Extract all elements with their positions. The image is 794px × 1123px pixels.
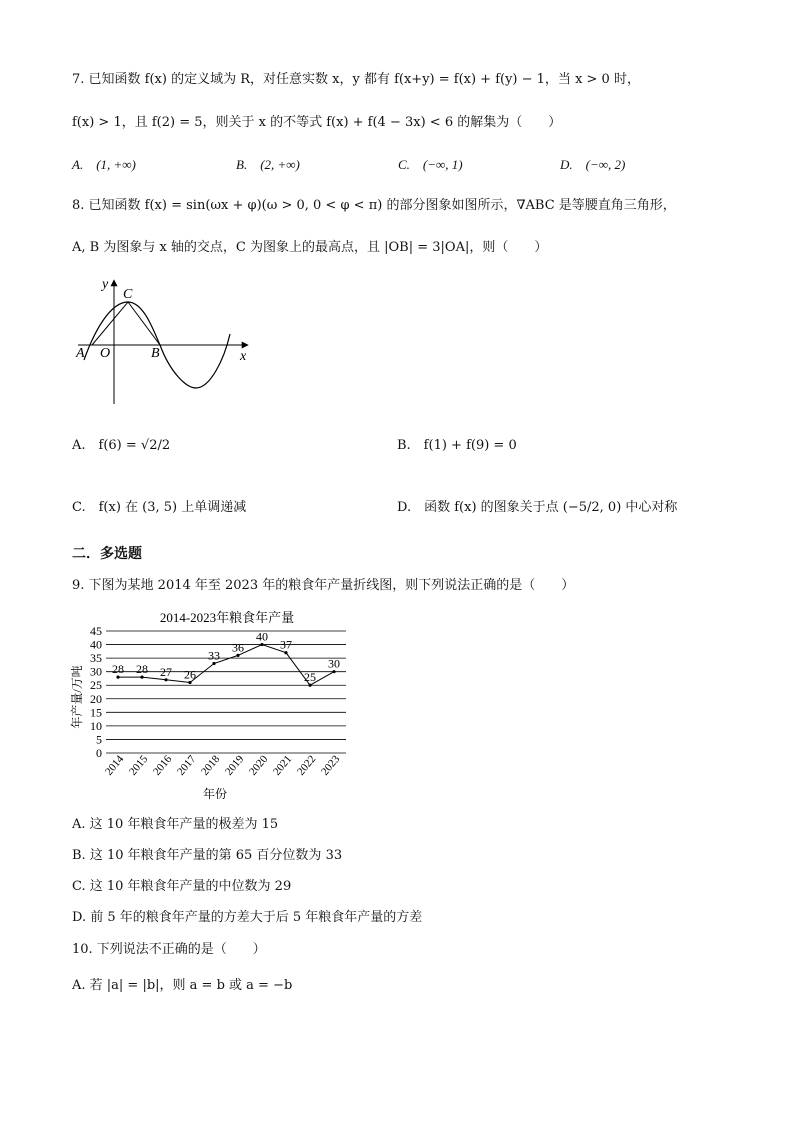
q7-stem-line2: f(x) > 1，且 f(2) = 5，则关于 x 的不等式 f(x) + f(4 − 3x) < 6 的解集为（ ） [72,115,562,130]
label-c: C [123,287,133,302]
q8-sine-graph [70,272,270,412]
y-tick-label: 25 [90,678,102,693]
q10-option-a: A. 若 |a| = |b|，则 a = b 或 a = −b [72,978,293,993]
y-tick-label: 0 [96,746,102,760]
label-o: O [100,346,111,361]
x-tick-label: 2019 [222,753,247,778]
data-label: 36 [232,640,244,655]
label-a: A [76,346,85,361]
label-x: x [240,349,247,364]
q9-stem: 9. 下图为某地 2014 年至 2023 年的粮食年产量折线图，则下列说法正确的是（ ） [72,578,575,593]
label-b: B [151,346,160,361]
data-label: 33 [208,648,220,663]
grain-line-chart [68,605,358,805]
x-tick-label: 2023 [318,753,343,778]
q7-option-d: D. (−∞, 2) [560,157,626,172]
data-label: 28 [112,662,124,677]
x-tick-label: 2020 [246,753,271,778]
y-tick-label: 15 [90,705,102,720]
q7-option-c: C. (−∞, 1) [398,157,463,172]
y-tick-label: 45 [90,624,102,638]
x-tick-label: 2016 [150,753,175,778]
x-tick-label: 2014 [102,753,127,778]
data-label: 40 [256,629,268,644]
data-label: 26 [184,667,196,682]
q9-option-c: C. 这 10 年粮食年产量的中位数为 29 [72,879,292,894]
section-title: 二．多选题 [72,546,142,562]
x-tick-label: 2017 [174,753,199,778]
q8-option-b: B. f(1) + f(9) = 0 [397,438,517,453]
chart-title: 2014-2023年粮食年产量 [159,610,295,625]
x-tick-label: 2018 [198,753,223,778]
q8-stem-line1: 8. 已知函数 f(x) = sin(ωx + φ)(ω > 0, 0 < φ < π) 的部分图象如图所示，∇ABC 是等腰直角三角形， [72,198,676,213]
data-label: 28 [136,662,148,677]
data-label: 37 [280,637,292,652]
data-label: 27 [160,664,172,679]
q8-stem-line2: A, B 为图象与 x 轴的交点，C 为图象上的最高点，且 |OB| = 3|OA|，则（ ） [72,240,548,255]
label-y: y [102,277,109,292]
y-tick-label: 30 [90,664,102,679]
y-tick-label: 5 [96,732,102,747]
q9-option-d: D. 前 5 年的粮食年产量的方差大于后 5 年粮食年产量的方差 [72,910,423,925]
chart-ylabel: 年产量/万吨 [70,665,84,729]
x-tick-label: 2021 [270,753,295,778]
y-tick-label: 35 [90,651,102,666]
q10-stem: 10. 下列说法不正确的是（ ） [72,942,266,957]
q9-option-a: A. 这 10 年粮食年产量的极差为 15 [72,817,279,832]
data-label: 30 [328,656,340,671]
x-tick-label: 2015 [126,753,151,778]
q7-stem-line1: 7. 已知函数 f(x) 的定义域为 R，对任意实数 x，y 都有 f(x+y) = f(x) + f(y) − 1，当 x > 0 时， [72,72,640,87]
chart-xlabel: 年份 [202,787,228,801]
data-label: 25 [304,670,316,685]
q9-option-b: B. 这 10 年粮食年产量的第 65 百分位数为 33 [72,848,343,863]
series-line [118,645,334,686]
q7-option-a: A. (1, +∞) [72,157,136,172]
q8-option-a: A. f(6) = √2/2 [72,438,171,453]
q8-option-c: C. f(x) 在 (3, 5) 上单调递减 [72,500,247,515]
q7-option-b: B. (2, +∞) [236,157,300,172]
y-tick-label: 40 [90,637,102,652]
y-tick-label: 20 [90,691,102,706]
x-tick-label: 2022 [294,753,319,778]
y-tick-label: 10 [90,718,102,733]
q8-option-d: D. 函数 f(x) 的图象关于点 (−5/2, 0) 中心对称 [397,500,678,515]
